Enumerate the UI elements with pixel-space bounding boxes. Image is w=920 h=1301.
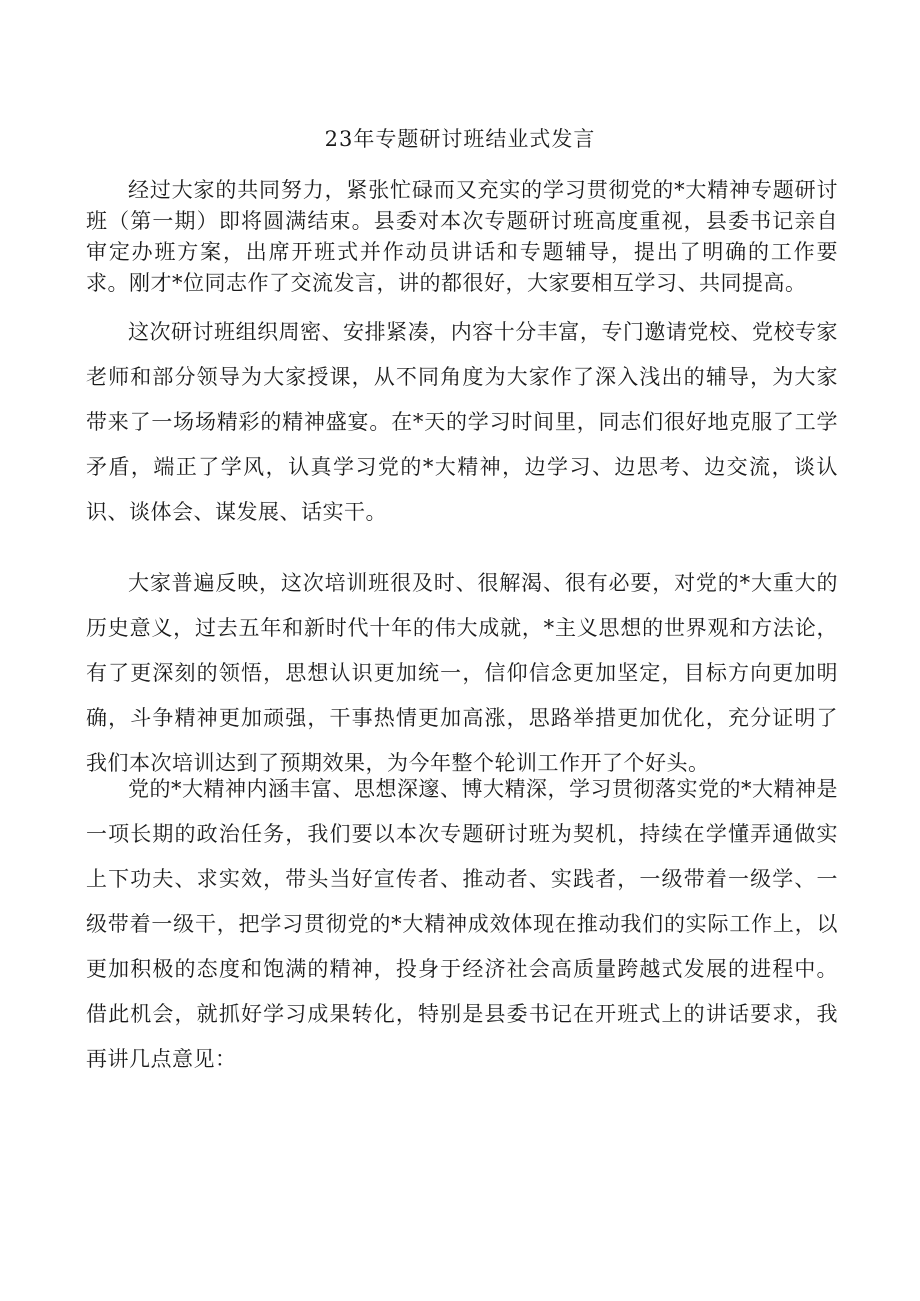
paragraph-4: 党的*大精神内涵丰富、思想深邃、博大精深，学习贯彻落实党的*大精神是一项长期的政治任务，我们要以本次专题研讨班为契机，持续在学懂弄通做实上下功夫、求实效，带头当好宣传者、推动者、实践者，一级带着一级学、一级带着一级干，把学习贯彻党的*大精神成效体现在推动我们的实际工作上，以更加积极的态度和饱满的精神，投身于经济社会高质量跨越式发展的进程中。借此机会，就抓好学习成果转化，特别是县委书记在开班式上的讲话要求，我再讲几点意见： [86, 777, 838, 1071]
document-title: 23年专题研讨班结业式发言 [324, 127, 596, 151]
paragraph-2: 这次研讨班组织周密、安排紧凑，内容十分丰富，专门邀请党校、党校专家老师和部分领导为大家授课，从不同角度为大家作了深入浅出的辅导，为大家带来了一场场精彩的精神盛宴。在*天的学习时间里，同志们很好地克服了工学矛盾，端正了学风，认真学习党的*大精神，边学习、边思考、边交流，谈认识、谈体会、谋发展、话实干。 [86, 320, 838, 524]
paragraph-1: 经过大家的共同努力，紧张忙碌而又充实的学习贯彻党的*大精神专题研讨班（第一期）即将圆满结束。县委对本次专题研讨班高度重视，县委书记亲自审定办班方案，出席开班式并作动员讲话和专题辅导，提出了明确的工作要求。刚才*位同志作了交流发言，讲的都很好，大家要相互学习、共同提高。 [86, 178, 838, 295]
paragraph-3: 大家普遍反映，这次培训班很及时、很解渴、很有必要，对党的*大重大的历史意义，过去五年和新时代十年的伟大成就，*主义思想的世界观和方法论，有了更深刻的领悟，思想认识更加统一，信仰信念更加坚定，目标方向更加明确，斗争精神更加顽强，干事热情更加高涨，思路举措更加优化，充分证明了我们本次培训达到了预期效果，为今年整个轮训工作开了个好头。 [86, 571, 838, 775]
